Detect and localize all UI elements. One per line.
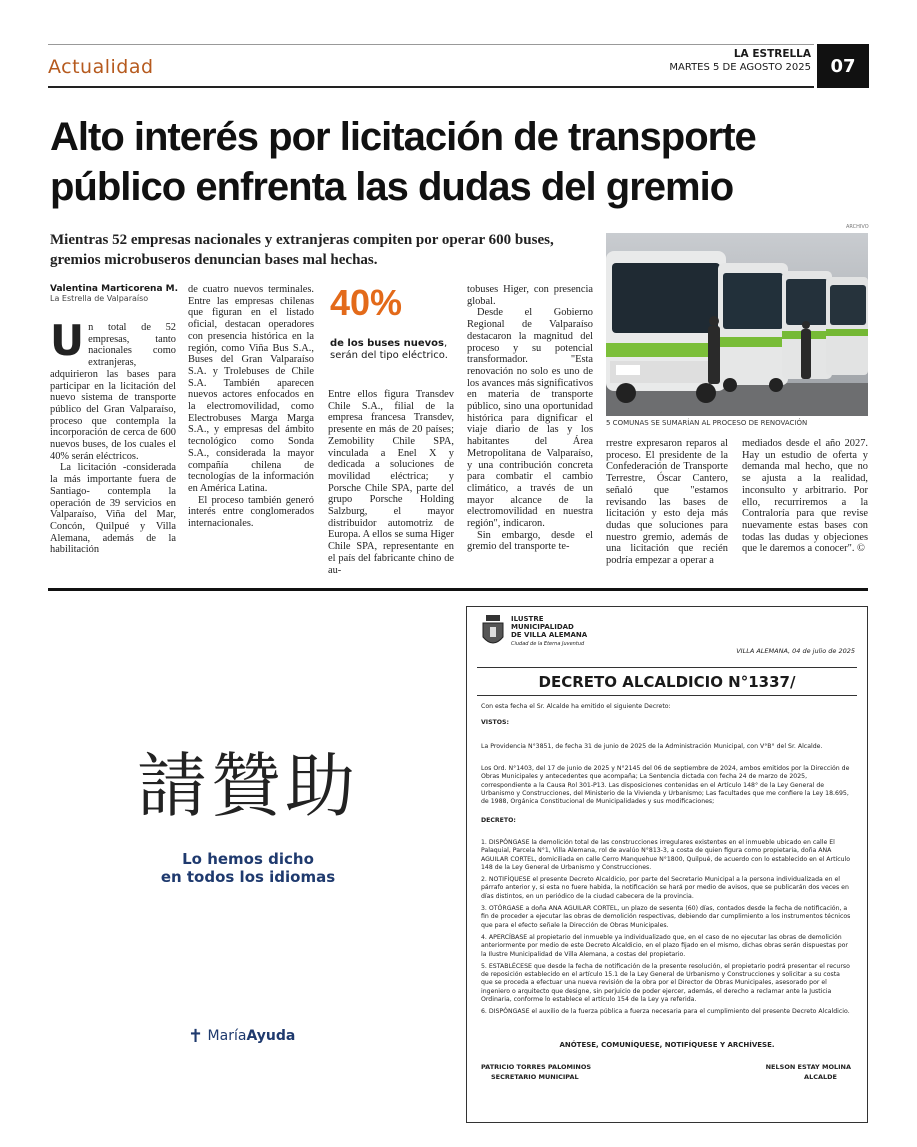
article-column-5 <box>606 438 728 567</box>
decree-org-line-2: MUNICIPALIDAD <box>511 623 574 631</box>
byline: Valentina Marticorena M. <box>50 284 179 294</box>
decree-decreto-label: DECRETO: <box>481 817 516 824</box>
buses-photo <box>606 233 868 416</box>
decree-item: 5. ESTABLÉCESE que desde la fecha de notificación de la presente resolución, el propietario podrá presentar el recurso de reposición establecido en el artículo 15.1 de la Ley General de Urbanismo y Construcciones y solicitar a su costa que se proceda a efectuar una nueva revisión de la obra por el Director de Obras Municipales, asesorado por el ingeniero o arquitecto que designe, sin perjuicio de poder ejercer, además, el derecho a reclamar ante la Justicia Ordinaria, conforme lo establece el artículo 154 de la Ley ya referida. <box>481 962 850 1004</box>
decree-item: 1. DISPÓNGASE la demolición total de las construcciones irregulares existentes en el inmueble ubicado en calle El Palaquial, Parcela N°1, Villa Alemana, rol de avalúo N°813-3, a costa de quien figura como propietaria, doña ANA AGUILAR CORTEL, domiciliada en calle Cerro Manquehue N°1800, Quilpué, de acuerdo con lo establecido en el Artículo 148 de la Ley General de Urbanismo y Construcciones. <box>481 839 851 871</box>
municipal-crest-icon <box>481 615 505 649</box>
headline <box>50 112 880 212</box>
column-2-paragraph-1: de cuatro nuevos terminales. Entre las empresas chilenas que figuran en el listado oficial, destacan operadores con presencia histórica en la región, como Viña Bus S.A., Buses del Gran Valparaíso S.A. y Trolebuses de Chile S.A. También aparecen nuevos actores enfocados en la electromovilidad, como Electrobuses Marga Marga S.A., y empresas del ámbito tecnológico como Sonda S.A., considerada la mayor compañía chilena de tecnologías de la información en América Latina. <box>188 284 314 494</box>
cross-icon: ✝ <box>188 1026 204 1047</box>
article-column-6 <box>742 438 868 555</box>
decree-vistos-1: La Providencia N°3851, de fecha 31 de junio de 2025 de la Administración Municipal, con V°B° del Sr. Alcalde. <box>481 743 823 750</box>
percentage-description-rest: , serán del tipo eléctrico. <box>330 338 448 361</box>
photo-caption: 5 COMUNAS SE SUMARÍAN AL PROCESO DE RENOVACIÓN <box>606 419 808 427</box>
column-1-paragraph-2: La licitación -considerada la más importante fuera de Santiago- contempla la operación de 39 servicios en Valparaíso, Viña del Mar, Concón, Quilpué y Villa Alemana, además de la habilitación <box>50 462 176 556</box>
article-column-3 <box>328 389 454 576</box>
column-5-paragraph-1: rrestre expresaron reparos al proceso. El presidente de la Confederación de Transporte Terrestre, Óscar Cantero, señaló que "estamos revisando las bases de licitación y esto deja más dudas que soluciones para nuestro gremio, además de una licitación que recién podría empezar a operar a <box>606 438 728 567</box>
header-bottom-rule <box>48 86 814 88</box>
page-number: 07 <box>817 44 869 88</box>
ad-chinese-characters: 請贊助 <box>137 745 359 827</box>
maria-ayuda-logo <box>188 1026 295 1047</box>
ad-tagline <box>103 850 393 886</box>
article-column-2 <box>188 284 314 530</box>
decree-vistos-label: VISTOS: <box>481 719 509 726</box>
dropcap: U <box>50 316 85 365</box>
column-2-paragraph-2: El proceso también generó interés entre conglomerados internacionales. <box>188 494 314 530</box>
article-bottom-rule <box>48 588 868 591</box>
column-4-paragraph-2: Desde el Gobierno Regional de Valparaíso destacaron la magnitud del proceso y su potencial transformador. "Esta renovación no solo es uno de los avances más significativos en materia de transporte público, sino una oportunidad histórica para dignificar el viaje diario de las y los habitantes del Área Metropolitana de Valparaíso, y una contribución concreta para combatir el cambio climático, a través de un mayor alcance de la electromovilidad en nuestra región", indicaron. <box>467 307 593 530</box>
signature-2-name: NELSON ESTAY MOLINA <box>765 1063 851 1071</box>
decree-vistos-2: Los Ord. N°1403, del 17 de junio de 2025 y N°2145 del 06 de septiembre de 2024, ambos emitidos por la Dirección de Obras Municipales y antecedentes que acompaña; La Sentencia dictada con fecha 24 de marzo de 2025, correspondiente a la Causa Rol 301-P13. Las disposiciones contenidas en el Artículo 148° de la Ley General de Urbanismo y Construcciones, del Ministerio de la Vivienda y Urbanismo; Las facultades que me confiere la Ley 18.695, de 1988, Orgánica Constitucional de Municipalidades y sus modificaciones; <box>481 765 850 806</box>
decree-org-subtitle: Ciudad de la Eterna Juventud <box>511 641 585 647</box>
decree-title-rule-top <box>477 667 857 668</box>
percentage-description-bold: de los buses nuevos <box>330 338 444 349</box>
decree-item: 6. DISPÓNGASE el auxilio de la fuerza pública a fuerza necesaria para el cumplimiento del presente Decreto Alcaldicio. <box>481 1008 850 1016</box>
decree-item: 4. APERCÍBASE al propietario del inmueble ya individualizado que, en el caso de no ejecutar las obras de demolición anteriormente por medio de este Decreto Alcaldicio, en el plazo fijado en el mismo, dichas obras serán dispuestas por la Ilustre Municipalidad de Villa Alemana, a costas del propietario. <box>481 933 848 958</box>
decree-org-line-3: DE VILLA ALEMANA <box>511 631 588 639</box>
ad-tagline-line-2: en todos los idiomas <box>160 868 336 886</box>
percentage-description <box>330 338 460 362</box>
headline-line-1: Alto interés por licitación de transporte <box>50 115 756 159</box>
decree-closing: ANÓTESE, COMUNÍQUESE, NOTIFÍQUESE Y ARCHÍVESE. <box>559 1041 775 1049</box>
column-3-paragraph-1: Entre ellos figura Transdev Chile S.A., filial de la empresa francesa Transdev, presente en más de 20 países; Zemobility Chile SPA, vinculada a Enel X y dedicada a soluciones de movilidad eléctrica; y Porsche Chile SPA, parte del grupo Porsche Holding Salzburg, el mayor distribuidor automotriz de Europa. A ellos se suma Higer Chile SPA, representante en el país del fabricante chino de au- <box>328 389 454 576</box>
signature-1-role: SECRETARIO MUNICIPAL <box>491 1073 579 1081</box>
decree-title: DECRETO ALCALDICIO N°1337/ <box>538 673 796 691</box>
decree-org-line-1: ILUSTRE <box>511 615 544 623</box>
column-4-paragraph-1: tobuses Higer, con presencia global. <box>467 284 593 307</box>
percentage-callout: 40% <box>330 282 403 323</box>
article-column-1 <box>50 316 176 556</box>
headline-line-2: público enfrenta las dudas del gremio <box>50 165 734 209</box>
decree-items <box>481 839 853 1021</box>
decree-place-date: VILLA ALEMANA, 04 de julio de 2025 <box>736 647 855 655</box>
article-column-4 <box>467 284 593 553</box>
column-4-paragraph-3: Sin embargo, desde el gremio del transporte te- <box>467 529 593 553</box>
decree-title-rule-bottom <box>477 695 857 696</box>
header-top-rule <box>48 44 814 45</box>
decree-intro: Con esta fecha el Sr. Alcalde ha emitido el siguiente Decreto: <box>481 703 671 710</box>
signature-2-role: ALCALDE <box>804 1073 837 1081</box>
newspaper-name: LA ESTRELLA <box>733 48 811 60</box>
logo-word-2: Ayuda <box>246 1028 296 1044</box>
section-label: Actualidad <box>48 56 154 78</box>
logo-word-1: María <box>207 1028 247 1044</box>
photo-credit: ARCHIVO <box>846 224 869 230</box>
municipal-decree <box>466 606 868 1123</box>
decree-item: 3. OTÓRGASE a doña ANA AGUILAR CORTEL, un plazo de sesenta (60) días, contados desde la fecha de notificación, a fin de proceder a ejecutar las obras de demolición respectivas, debiendo dar cumplimiento a los instrumentos técnicos que para el efecto señale la Dirección de Obras Municipales. <box>481 905 851 929</box>
issue-date: MARTES 5 DE AGOSTO 2025 <box>669 62 811 73</box>
column-6-paragraph-1: mediados desde el año 2027. Hay un estudio de oferta y demanda mal hecho, que no se ajusta a la realidad, inconsulto y arbitrario. Por ello, recurriremos a la Contraloría para que revise nuevamente estas bases con todas las dudas y objeciones que le daremos a conocer". © <box>742 438 868 555</box>
ad-tagline-line-1: Lo hemos dicho <box>182 850 314 868</box>
byline-source: La Estrella de Valparaíso <box>50 294 149 303</box>
decree-item: 2. NOTIFÍQUESE el presente Decreto Alcaldicio, por parte del Secretario Municipal a la persona individualizada en el párrafo anterior y, si esta no fuere habida, la notificación se hará por medio de avisos, que se publicarán dos veces en días distintos, en un periódico de la ciudad cabecera de la provincia. <box>481 876 849 900</box>
subheadline: Mientras 52 empresas nacionales y extranjeras compiten por operar 600 buses, gremios microbuseros denuncian bases mal hechas. <box>50 232 554 268</box>
signature-1-name: PATRICIO TORRES PALOMINOS <box>481 1063 592 1071</box>
column-1-paragraph-1: n total de 52 empresas, tanto nacionales como extranjeras, adquirieron las bases para participar en la licitación del nuevo sistema de transporte público del Gran Valparaíso, proceso que contempla la incorporación de cerca de 600 nuevos buses, de los cuales el 40% serán eléctricos. <box>50 322 176 462</box>
